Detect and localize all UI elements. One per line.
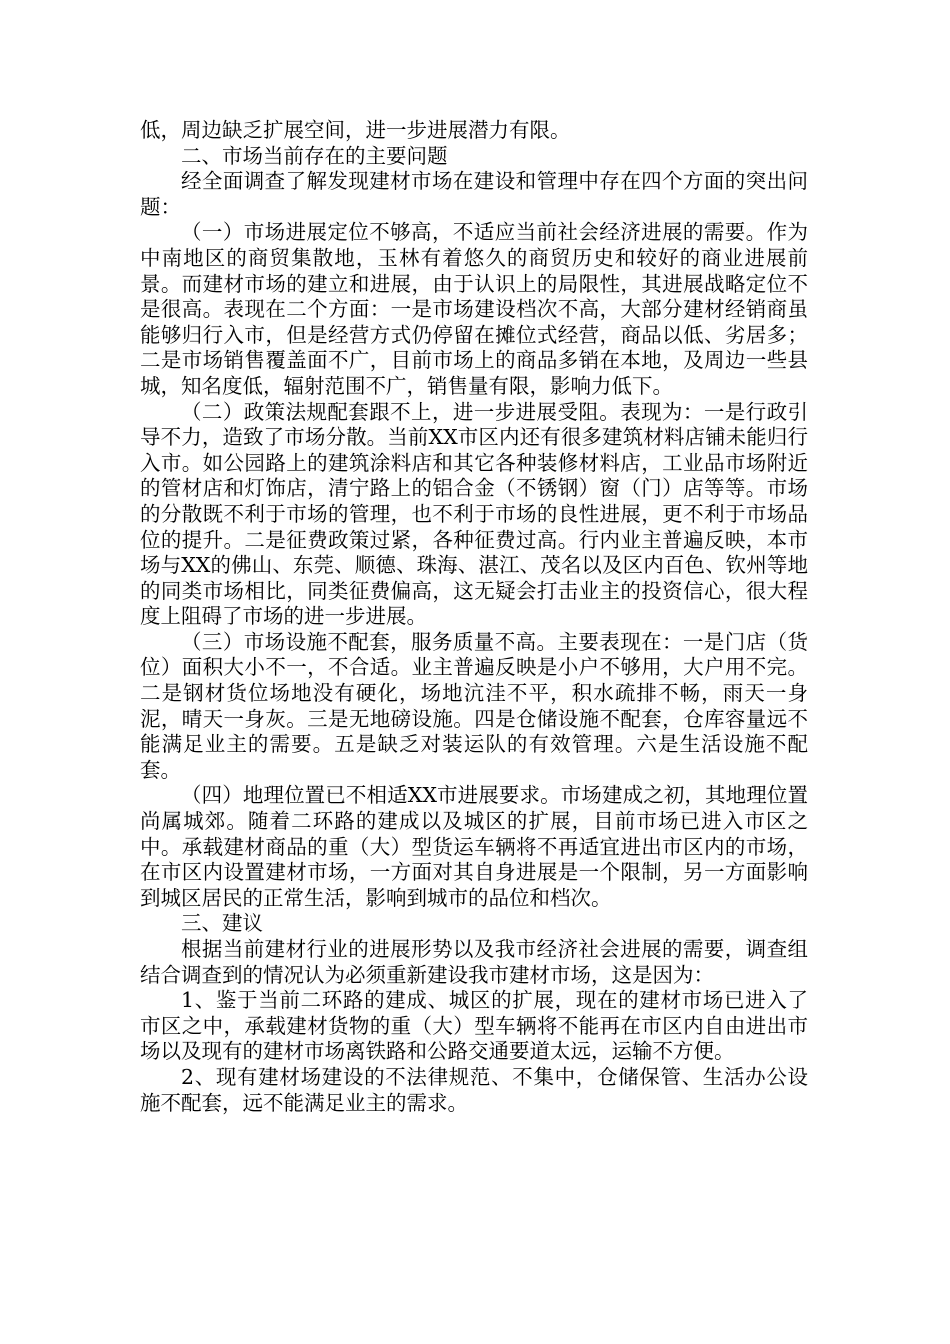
paragraph-issue-4: （四）地理位置已不相适XX市进展要求。市场建成之初，其地理位置尚属城郊。随着二环路的建成以及城区的扩展，目前市场已进入市区之中。承载建材商品的重（大）型货运车辆将不再适宜进出市区内的市场，在市区内设置建材市场，一方面对其自身进展是一个限制，另一方面影响到城区居民的正常生活，影响到城市的品位和档次。 — [140, 783, 808, 910]
paragraph-suggestion-2: 2、现有建材场建设的不法律规范、不集中，仓储保管、生活办公设施不配套，远不能满足业主的需求。 — [140, 1064, 808, 1115]
paragraph-continuation: 低，周边缺乏扩展空间，进一步进展潜力有限。 — [140, 118, 571, 142]
document-page — [140, 118, 808, 1116]
section-heading-2: 二、市场当前存在的主要问题 — [181, 143, 448, 168]
paragraph-intro: 经全面调查了解发现建材市场在建设和管理中存在四个方面的突出问题： — [140, 169, 808, 219]
paragraph-issue-1: （一）市场进展定位不够高，不适应当前社会经济进展的需要。作为中南地区的商贸集散地，玉林有着悠久的商贸历史和较好的商业进展前景。而建材市场的建立和进展，由于认识上的局限性，其进展战略定位不是很高。表现在二个方面：一是市场建设档次不高，大部分建材经销商虽能够归行入市，但是经营方式仍停留在摊位式经营，商品以低、劣居多；二是市场销售覆盖面不广，目前市场上的商品多销在本地，及周边一些县城，知名度低，辐射范围不广，销售量有限，影响力低下。 — [140, 220, 808, 398]
section-heading-3: 三、建议 — [181, 911, 263, 936]
paragraph-suggestion-intro: 根据当前建材行业的进展形势以及我市经济社会进展的需要，调查组结合调查到的情况认为必须重新建设我市建材市场，这是因为： — [140, 937, 808, 987]
paragraph-issue-2: （二）政策法规配套跟不上，进一步进展受阻。表现为：一是行政引导不力，造致了市场分散。当前XX市区内还有很多建筑材料店铺未能归行入市。如公园路上的建筑涂料店和其它各种装修材料店，工业品市场附近的管材店和灯饰店，清宁路上的铝合金（不锈钢）窗（门）店等等。市场的分散既不利于市场的管理，也不利于市场的良性进展，更不利于市场品位的提升。二是征费政策过紧，各种征费过高。行内业主普遍反映，本市场与XX的佛山、东莞、顺德、珠海、湛江、茂名以及区内百色、钦州等地的同类市场相比，同类征费偏高，这无疑会打击业主的投资信心，很大程度上阻碍了市场的进一步进展。 — [140, 399, 808, 629]
paragraph-issue-3: （三）市场设施不配套，服务质量不高。主要表现在：一是门店（货位）面积大小不一，不合适。业主普遍反映是小户不够用，大户用不完。二是钢材货位场地没有硬化，场地沆洼不平，积水疏排不畅，雨天一身泥，晴天一身灰。三是无地磅设施。四是仓储设施不配套，仓库容量远不能满足业主的需要。五是缺乏对装运队的有效管理。六是生活设施不配套。 — [140, 629, 808, 782]
paragraph-suggestion-1: 1、鉴于当前二环路的建成、城区的扩展，现在的建材市场已进入了市区之中，承载建材货物的重（大）型车辆将不能再在市区内自由进出市场以及现有的建材市场离铁路和公路交通要道太远，运输不方便。 — [140, 988, 808, 1064]
